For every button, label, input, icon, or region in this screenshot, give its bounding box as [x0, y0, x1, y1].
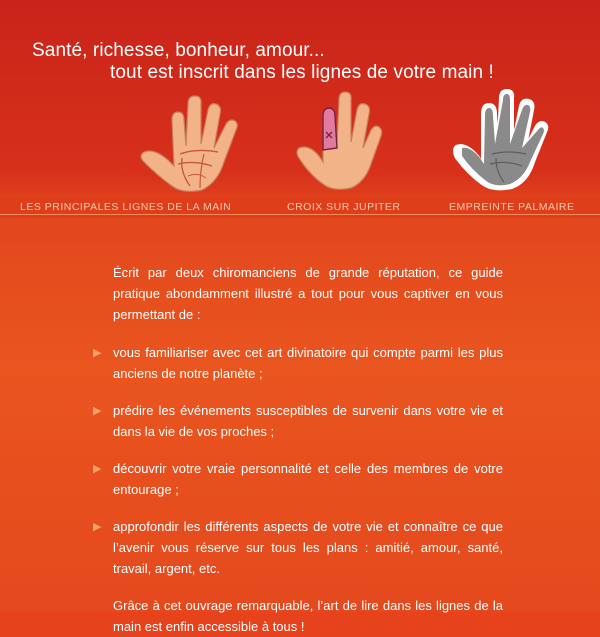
headline-line-1: Santé, richesse, bonheur, amour...	[32, 40, 325, 61]
triangle-bullet-icon: ▶	[93, 521, 102, 533]
list-item	[93, 342, 503, 384]
caption-palm-print: EMPREINTE PALMAIRE	[449, 201, 575, 213]
list-item-text: vous familiariser avec cet art divinatoire qui compte parmi les plus anciens de notre planète ;	[113, 345, 503, 381]
list-item	[93, 458, 503, 500]
caption-palm-lines: LES PRINCIPALES LIGNES DE LA MAIN	[20, 201, 232, 213]
list-item-text: découvrir votre vraie personnalité et celle des membres de votre entourage ;	[113, 461, 503, 497]
triangle-bullet-icon: ▶	[93, 347, 102, 359]
triangle-bullet-icon: ▶	[93, 463, 102, 475]
palm-lines-hand-icon	[138, 90, 248, 194]
list-item-text: approfondir les différents aspects de votre vie et connaître ce que l’avenir vous réserve sur tous les plans : amitié, amour, santé, travail, argent, etc.	[113, 519, 503, 576]
caption-jupiter-cross: CROIX SUR JUPITER	[287, 201, 401, 213]
list-item	[93, 400, 503, 442]
intro-paragraph: Écrit par deux chiromanciens de grande réputation, ce guide pratique abondamment illustré a tout pour vous captiver en vous permettant de :	[113, 265, 503, 322]
headline-line-2: tout est inscrit dans les lignes de votre main !	[110, 62, 494, 83]
hand-illustrations	[0, 88, 600, 196]
palm-print-icon	[452, 88, 552, 194]
list-item	[93, 516, 503, 579]
description	[93, 262, 503, 637]
caption-divider	[0, 214, 600, 215]
jupiter-cross-hand-icon	[295, 88, 385, 194]
list-item-text: prédire les événements susceptibles de survenir dans votre vie et dans la vie de vos proches ;	[113, 403, 503, 439]
benefits-list	[93, 342, 503, 579]
triangle-bullet-icon: ▶	[93, 405, 102, 417]
closing-paragraph: Grâce à cet ouvrage remarquable, l’art de lire dans les lignes de la main est enfin accessible à tous !	[113, 598, 503, 634]
